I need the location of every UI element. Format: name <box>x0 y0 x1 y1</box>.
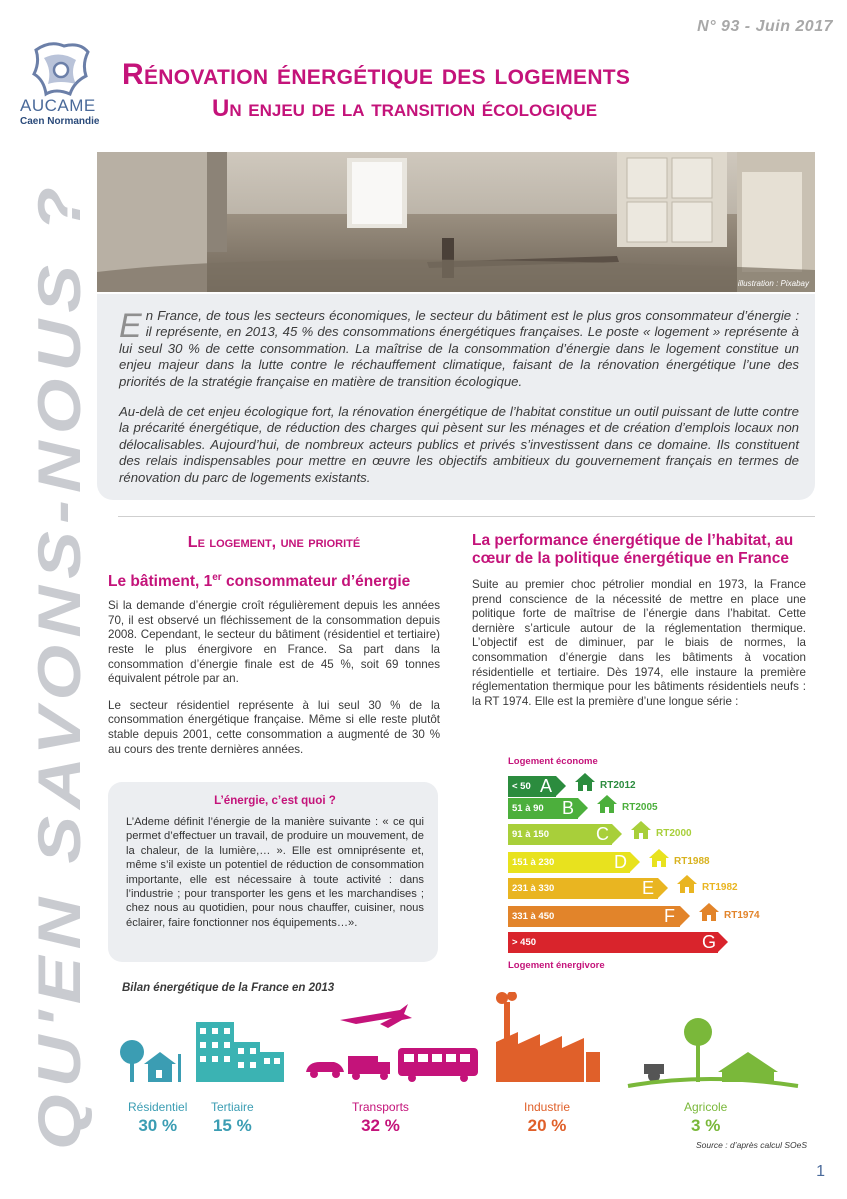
logo-name: AUCAME <box>20 96 96 115</box>
sector-value: 32 % <box>361 1116 400 1135</box>
page-number: 1 <box>816 1163 825 1180</box>
sector-1 <box>211 1100 254 1136</box>
sector-name: Tertiaire <box>211 1100 254 1114</box>
hero-image <box>97 152 815 292</box>
energy-range: 151 à 230 <box>512 857 555 868</box>
sector-name: Industrie <box>524 1100 571 1114</box>
thermal-regulation-label: RT2005 <box>622 802 658 813</box>
energy-class-c <box>508 824 622 845</box>
right-column <box>472 532 806 721</box>
vertical-series-title <box>22 160 92 1160</box>
definition-title: L’énergie, c’est quoi ? <box>214 794 336 807</box>
residential-icon <box>120 1040 181 1082</box>
issue-number: N° 93 - Juin 2017 <box>697 18 833 35</box>
energy-letter: C <box>596 824 609 844</box>
energy-letter: D <box>614 852 627 872</box>
subsection-title <box>108 572 440 591</box>
sector-2 <box>352 1100 409 1136</box>
thermal-regulation-label: RT1974 <box>724 910 760 921</box>
energy-label-top: Logement économe <box>508 756 598 767</box>
energy-letter: F <box>664 906 675 926</box>
sector-4 <box>684 1100 727 1136</box>
energy-range: 231 à 330 <box>512 883 555 894</box>
drop-cap: E <box>119 307 142 345</box>
energy-letter: E <box>642 878 655 898</box>
energy-label-chart <box>508 756 808 976</box>
page-subtitle: Un enjeu de la transition écologique <box>212 95 598 122</box>
energy-range: 91 à 150 <box>512 829 549 840</box>
energy-range: 331 à 450 <box>512 911 555 922</box>
sector-name: Résidentiel <box>128 1100 188 1114</box>
logo-mark-icon <box>30 40 92 98</box>
energy-letter: G <box>702 932 717 952</box>
energy-letter: B <box>562 798 575 818</box>
house-icon <box>630 820 652 845</box>
thermal-regulation-label: RT1988 <box>674 856 710 867</box>
house-icon <box>676 874 698 899</box>
thermal-regulation-label: RT1982 <box>702 882 738 893</box>
sector-value: 30 % <box>138 1116 178 1135</box>
factory-icon <box>496 992 600 1082</box>
house-icon <box>596 794 618 819</box>
transport-icon <box>306 1004 478 1082</box>
abandoned-room-illustration <box>97 152 815 292</box>
right-paragraph: Suite au premier choc pétrolier mondial en 1973, la France prend conscience de la nécessité de mettre en place une politique forte de maîtrise de l’énergie dans l’habitat. Cette dernière s’articule autour de la réglementation thermique. L’objectif est de diminuer, par le biais de normes, la consommation d’énergie dans les bâtiments à vocation résidentielle et tertiaire. Dès 1974, elle instaure la première réglementation thermique pour les bâtiments résidentiels neufs : la RT 1974. Elle est la première d’une longue série : <box>472 578 806 708</box>
agriculture-icon <box>628 1018 798 1086</box>
sector-value: 15 % <box>212 1116 252 1135</box>
source-note: Source : d’après calcul SOeS <box>695 1140 807 1150</box>
intro-paragraph-1-text: n France, de tous les secteurs économiques, le secteur du bâtiment est le plus gros consommateur d’énergie : il représente, en 2013, 45 % des consommations énergétiques françaises. Le poste « logement » représente à lui seul 30 % de cette consommation. La maîtrise de la consommation d’énergie dans le logement constitue un enjeu majeur dans la lutte contre le réchauffement climatique, faisant de la rénovation énergétique l’une des priorités de la stratégie française en matière de transition écologique. <box>119 308 799 389</box>
right-section-title: La performance énergétique de l’habitat, au cœur de la politique énergétique en France <box>472 532 794 567</box>
sector-value: 3 % <box>691 1116 721 1135</box>
image-credit: illustration : Pixabay <box>737 279 809 288</box>
definition-box <box>108 782 438 962</box>
subsection-title-post: consommateur d’énergie <box>221 573 411 591</box>
thermal-regulation-label: RT2000 <box>656 828 692 839</box>
page-title: Rénovation énergétique des logements <box>122 58 631 91</box>
tertiary-buildings-icon <box>196 1022 284 1082</box>
section-divider <box>118 516 815 517</box>
thermal-regulation-label: RT2012 <box>600 780 636 791</box>
subsection-title-pre: Le bâtiment, 1 <box>108 573 213 591</box>
logo-subtitle: Caen Normandie <box>20 116 100 127</box>
sector-0 <box>128 1100 187 1136</box>
intro-paragraph-2: Au-delà de cet enjeu écologique fort, la rénovation énergétique de l’habitat constitue un outil puissant de lutte contre la précarité énergétique, de réduction des charges qui pèsent sur les ménages et de création d’emplois locaux non délocalisables. Aujourd’hui, de nombreux acteurs publics et privés s’investissent dans ce domaine. Ils constituent des relais indispensables pour mettre en œuvre les objectifs ambitieux du gouvernement français en termes de rénovation du parc de logements existants. <box>119 404 799 485</box>
left-paragraph-2: Le secteur résidentiel représente à lui seul 30 % de la consommation énergétique française. Même si elle reste plutôt stable depuis 2001, cette consommation a augmenté de 30 % au cours des trente dernières années. <box>108 698 440 756</box>
energy-label-bottom: Logement énergivore <box>508 960 605 971</box>
aucame-logo <box>16 40 108 132</box>
energy-range: 51 à 90 <box>512 803 544 814</box>
subsection-title-sup: er <box>212 572 222 583</box>
house-icon <box>574 772 596 797</box>
definition-text: L’Ademe définit l’énergie de la manière suivante : « ce qui permet d’effectuer un travail, de produire un mouvement, de la chaleur, de la lumière,… ». Elle est omniprésente et, même s’il existe un potentiel de réduction de consommation importante, elle est nécessaire à toute activité : dans l’industrie ; pour transporter les gens et les marchandises ; chez nous au quotidien, pour nous chauffer, cuisiner, nous éclairer, faire fonctionner nos équipements…». <box>126 816 424 929</box>
sectors-illustration <box>108 992 808 1092</box>
intro-box <box>97 294 815 500</box>
house-icon <box>648 848 670 873</box>
left-column <box>108 534 440 769</box>
house-icon <box>698 902 720 927</box>
energy-class-f <box>508 906 690 927</box>
section-title: Le logement, une priorité <box>187 534 361 551</box>
vertical-series-text: QU'EN SAVONS-NOUS ? <box>26 336 92 1150</box>
intro-paragraph-1 <box>119 308 799 390</box>
energy-class-a <box>508 776 566 797</box>
energy-letter: A <box>540 776 553 796</box>
energy-class-e <box>508 878 668 899</box>
energy-class-d <box>508 852 640 873</box>
bilan-illustration <box>108 992 808 1092</box>
bilan-title: Bilan énergétique de la France en 2013 <box>122 982 335 994</box>
left-paragraph-1: Si la demande d’énergie croît régulièrement depuis les années 70, il est observé un fléchissement de la consommation depuis 2008. Cependant, le secteur du bâtiment (résidentiel et tertiaire) reste le plus énergivore en France. Sa part dans la consommation d’énergie finale est de 45 %, soit 69 tonnes équivalent pétrole par an. <box>108 599 440 686</box>
energy-class-g <box>508 932 728 953</box>
energy-class-b <box>508 798 588 819</box>
sector-value: 20 % <box>527 1116 567 1135</box>
energy-range: < 50 <box>512 781 531 792</box>
sector-3 <box>524 1100 570 1136</box>
energy-range: > 450 <box>512 937 537 948</box>
sector-name: Transports <box>352 1100 409 1114</box>
sector-name: Agricole <box>684 1100 728 1114</box>
